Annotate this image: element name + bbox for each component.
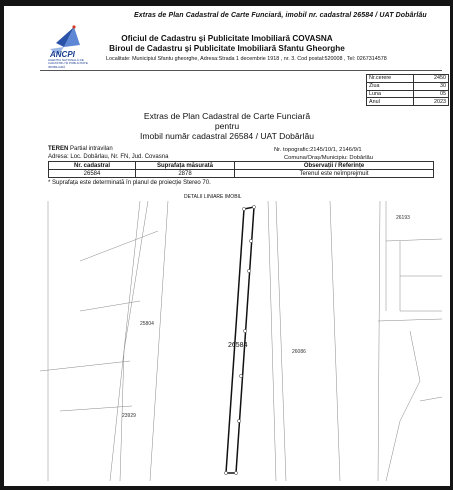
neighbor-label-23929: 23929 <box>122 413 136 419</box>
address-line <box>48 154 168 160</box>
document-title-line2: pentru <box>214 121 240 131</box>
logo-wordmark: ANCPI <box>50 50 75 59</box>
label-nr-cerere: Nr.cerere <box>367 75 414 83</box>
col-observatii: Observații / Referințe <box>235 162 434 170</box>
header-divider <box>40 70 442 71</box>
request-number-table <box>366 74 449 106</box>
document-header: Extras de Plan Cadastral de Carte Funciară, imobil nr. cadastral 26584 / UAT Dobârlău <box>134 12 427 19</box>
office-name-line1: Oficiul de Cadastru și Publicitate Imobiliară COVASNA <box>121 34 333 43</box>
parcel-boundary <box>226 207 254 473</box>
topo-number: Nr. topografic:2145/10/1, 2146/9/1 <box>274 147 362 153</box>
label-ziua: Ziua <box>367 82 414 90</box>
address-label: Adresa: <box>48 154 69 160</box>
commune-line: Comuna/Oraș/Municipiu: Dobârlău <box>284 155 373 161</box>
document-title-line3: Imobil număr cadastral 26584 / UAT Dobârlău <box>139 131 315 141</box>
map-caption: DETALII LINIARE IMOBIL <box>184 194 242 200</box>
neighbor-label-25804: 25804 <box>140 321 154 327</box>
parcel-table <box>48 161 434 178</box>
value-luna: 05 <box>414 90 449 98</box>
label-luna: Luna <box>367 90 414 98</box>
table-row <box>49 170 434 178</box>
label-anul: Anul <box>367 98 414 106</box>
value-anul: 2023 <box>414 98 449 106</box>
document-title-line1: Extras de Plan Cadastral de Carte Funciară <box>143 111 311 121</box>
value-ziua: 30 <box>414 82 449 90</box>
office-name-line2: Biroul de Cadastru și Publicitate Imobiliară Sfantu Gheorghe <box>109 44 345 53</box>
neighbor-label-26086: 26086 <box>292 349 306 355</box>
col-nr-cadastral: Nr. cadastral <box>49 162 136 170</box>
logo-subtitle: AGENȚIA NAȚIONALĂ DE CADASTRU ȘI PUBLICITATE IMOBILIARĂ <box>48 58 88 69</box>
parcel-number-label: 26584 <box>228 342 248 349</box>
col-suprafata: Suprafața măsurată <box>136 162 235 170</box>
cell-suprafata: 2878 <box>136 170 235 178</box>
teren-line <box>48 146 113 152</box>
office-address: Localitate: Municipiul Sfantu gheorghe, Adresa:Strada 1 decembrie 1918 , nr. 3. Cod postal:520008 , Tel: 0267314578 <box>106 56 387 62</box>
neighbor-label-26193: 26193 <box>396 215 410 221</box>
teren-value: Partial intravilan <box>70 146 113 152</box>
parcel-table-header <box>49 162 434 170</box>
address-value: Loc. Dobârlau, Nr. FN, Jud. Covasna <box>70 154 169 160</box>
cell-observatii: Terenul este neîmprejmuit <box>235 170 434 178</box>
cell-nr-cadastral: 26584 <box>49 170 136 178</box>
value-nr-cerere: 2450 <box>414 75 449 83</box>
footnote: * Suprafața este determinată în planul de proiecție Stereo 70. <box>48 180 211 186</box>
cadastral-extract-page <box>4 6 450 486</box>
parcel-map <box>40 201 442 481</box>
teren-label: TEREN <box>48 146 69 152</box>
